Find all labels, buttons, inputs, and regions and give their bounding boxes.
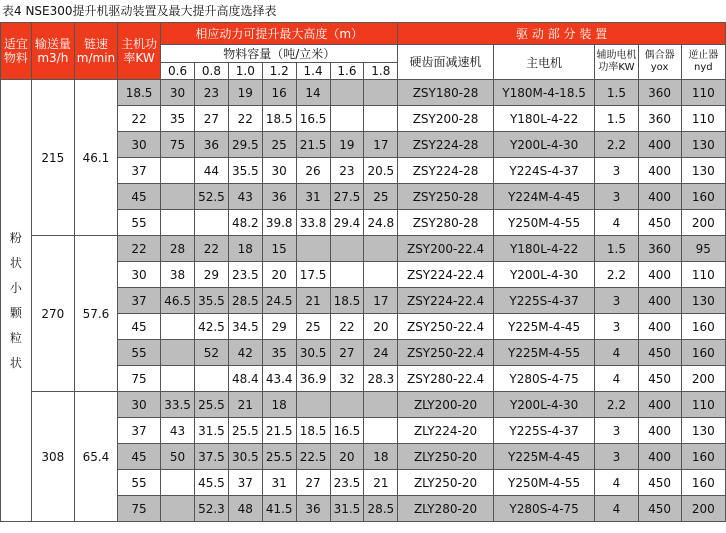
reducer-cell: ZLY224-20 — [398, 418, 493, 444]
backstop-cell: 130 — [681, 132, 725, 158]
height-cell: 18.5 — [296, 418, 330, 444]
height-cell: 28.5 — [228, 288, 262, 314]
height-cell — [364, 106, 398, 132]
height-cell: 17 — [364, 288, 398, 314]
header-backstop: 逆止器nyd — [681, 45, 725, 80]
backstop-cell: 130 — [681, 418, 725, 444]
height-cell: 28 — [161, 236, 195, 262]
height-cell: 31 — [296, 184, 330, 210]
height-cell: 48.4 — [228, 366, 262, 392]
header-density: 0.8 — [195, 63, 229, 80]
material-char: 状 — [9, 355, 22, 370]
power-cell: 37 — [118, 288, 161, 314]
height-cell: 28.5 — [364, 496, 398, 522]
height-cell: 21.5 — [296, 132, 330, 158]
height-cell — [161, 496, 195, 522]
aux-motor-cell: 3 — [595, 184, 638, 210]
reducer-cell: ZSY250-22.4 — [398, 340, 493, 366]
reducer-cell: ZSY224-28 — [398, 158, 493, 184]
motor-cell: Y280S-4-75 — [493, 366, 595, 392]
power-cell: 22 — [118, 106, 161, 132]
height-cell: 22 — [195, 236, 229, 262]
power-cell: 45 — [118, 444, 161, 470]
material-char: 颗 — [9, 305, 22, 320]
coupling-cell: 450 — [638, 210, 681, 236]
height-cell: 25.5 — [195, 392, 229, 418]
height-cell: 41.5 — [262, 496, 296, 522]
header-density: 1.8 — [364, 63, 398, 80]
height-cell — [330, 392, 364, 418]
aux-motor-cell: 3 — [595, 288, 638, 314]
height-cell: 38 — [161, 262, 195, 288]
motor-cell: Y225M-4-45 — [493, 314, 595, 340]
backstop-cell: 110 — [681, 262, 725, 288]
height-cell: 29 — [195, 262, 229, 288]
height-cell: 23 — [330, 158, 364, 184]
reducer-cell: ZLY200-20 — [398, 392, 493, 418]
height-cell: 22.5 — [296, 444, 330, 470]
speed-cell: 65.4 — [74, 392, 117, 522]
coupling-cell: 400 — [638, 392, 681, 418]
motor-cell: Y180L-4-22 — [493, 236, 595, 262]
height-cell: 21 — [228, 392, 262, 418]
header-density: 1.2 — [262, 63, 296, 80]
aux-motor-cell: 3 — [595, 444, 638, 470]
height-cell: 48 — [228, 496, 262, 522]
aux-motor-cell: 4 — [595, 496, 638, 522]
height-cell: 29.5 — [228, 132, 262, 158]
power-cell: 22 — [118, 236, 161, 262]
height-cell: 23 — [195, 80, 229, 106]
aux-motor-cell: 2.2 — [595, 262, 638, 288]
capacity-cell: 270 — [31, 236, 74, 392]
height-cell — [296, 236, 330, 262]
height-cell — [364, 80, 398, 106]
header-aux-motor: 辅助电机功率KW — [595, 45, 638, 80]
coupling-cell: 360 — [638, 236, 681, 262]
height-cell: 35 — [262, 340, 296, 366]
height-cell: 44 — [195, 158, 229, 184]
coupling-cell: 400 — [638, 288, 681, 314]
reducer-cell: ZSY200-28 — [398, 106, 493, 132]
height-cell: 48.2 — [228, 210, 262, 236]
height-cell: 23.5 — [330, 470, 364, 496]
table-row — [1, 80, 726, 106]
height-cell: 20 — [262, 262, 296, 288]
height-cell: 35 — [161, 106, 195, 132]
height-cell: 23.5 — [228, 262, 262, 288]
backstop-cell: 95 — [681, 236, 725, 262]
height-cell — [364, 262, 398, 288]
table-caption: 表4 NSE300提升机驱动装置及最大提升高度选择表 — [2, 4, 277, 18]
height-cell: 29.4 — [330, 210, 364, 236]
height-cell: 25 — [364, 184, 398, 210]
selection-table — [0, 22, 726, 522]
motor-cell: Y225S-4-37 — [493, 418, 595, 444]
height-cell: 31 — [262, 470, 296, 496]
height-cell: 18.5 — [330, 288, 364, 314]
power-cell: 18.5 — [118, 80, 161, 106]
motor-cell: Y250M-4-55 — [493, 470, 595, 496]
speed-cell: 57.6 — [74, 236, 117, 392]
header-motor: 主电机 — [493, 45, 595, 80]
motor-cell: Y225M-4-45 — [493, 444, 595, 470]
height-cell: 30 — [262, 158, 296, 184]
reducer-cell: ZSY250-28 — [398, 184, 493, 210]
height-cell: 42.5 — [195, 314, 229, 340]
power-cell: 45 — [118, 314, 161, 340]
coupling-cell: 400 — [638, 132, 681, 158]
coupling-cell: 400 — [638, 262, 681, 288]
power-cell: 30 — [118, 262, 161, 288]
height-cell — [161, 210, 195, 236]
backstop-cell: 200 — [681, 210, 725, 236]
power-cell: 37 — [118, 158, 161, 184]
height-cell: 36.9 — [296, 366, 330, 392]
motor-cell: Y200L-4-30 — [493, 392, 595, 418]
height-cell: 43 — [228, 184, 262, 210]
aux-motor-cell: 3 — [595, 314, 638, 340]
coupling-cell: 450 — [638, 340, 681, 366]
height-cell: 31.5 — [195, 418, 229, 444]
height-cell — [364, 392, 398, 418]
height-cell: 36 — [262, 184, 296, 210]
height-cell: 39.8 — [262, 210, 296, 236]
table-body — [1, 80, 726, 522]
height-cell: 24 — [364, 340, 398, 366]
motor-cell: Y180L-4-22 — [493, 106, 595, 132]
backstop-cell: 160 — [681, 444, 725, 470]
header-speed: 链速m/min — [74, 23, 117, 80]
height-cell — [161, 158, 195, 184]
reducer-cell: ZLY250-20 — [398, 444, 493, 470]
height-cell: 22 — [228, 106, 262, 132]
height-cell: 25 — [262, 132, 296, 158]
aux-motor-cell: 4 — [595, 210, 638, 236]
motor-cell: Y224S-4-37 — [493, 158, 595, 184]
height-cell: 43 — [161, 418, 195, 444]
header-density: 0.6 — [161, 63, 195, 80]
motor-cell: Y180M-4-18.5 — [493, 80, 595, 106]
aux-motor-cell: 2.2 — [595, 392, 638, 418]
material-char: 粒 — [9, 330, 22, 345]
height-cell: 34.5 — [228, 314, 262, 340]
height-cell: 19 — [228, 80, 262, 106]
height-cell: 46.5 — [161, 288, 195, 314]
height-cell: 22 — [330, 314, 364, 340]
aux-motor-cell: 4 — [595, 366, 638, 392]
height-cell: 31.5 — [330, 496, 364, 522]
capacity-cell: 215 — [31, 80, 74, 236]
height-cell: 35.5 — [228, 158, 262, 184]
coupling-cell: 360 — [638, 80, 681, 106]
height-cell: 26 — [296, 158, 330, 184]
height-cell — [330, 236, 364, 262]
motor-cell: Y225S-4-37 — [493, 288, 595, 314]
height-cell: 18 — [228, 236, 262, 262]
motor-cell: Y224M-4-45 — [493, 184, 595, 210]
capacity-cell: 308 — [31, 392, 74, 522]
backstop-cell: 110 — [681, 106, 725, 132]
height-cell: 16.5 — [296, 106, 330, 132]
backstop-cell: 160 — [681, 184, 725, 210]
height-cell: 17 — [364, 132, 398, 158]
power-cell: 45 — [118, 184, 161, 210]
height-cell: 19 — [330, 132, 364, 158]
header-capacity: 输送量m3/h — [31, 23, 74, 80]
motor-cell: Y200L-4-30 — [493, 262, 595, 288]
aux-motor-cell: 1.5 — [595, 106, 638, 132]
height-cell: 37 — [228, 470, 262, 496]
height-cell: 27 — [296, 470, 330, 496]
table-row — [1, 236, 726, 262]
height-cell: 20 — [330, 444, 364, 470]
height-cell: 52.3 — [195, 496, 229, 522]
height-cell: 15 — [262, 236, 296, 262]
reducer-cell: ZLY280-20 — [398, 496, 493, 522]
height-cell: 50 — [161, 444, 195, 470]
reducer-cell: ZLY250-20 — [398, 470, 493, 496]
header-group-height: 相应动力可提升最大高度（m） — [161, 23, 398, 45]
power-cell: 75 — [118, 366, 161, 392]
coupling-cell: 360 — [638, 106, 681, 132]
height-cell: 25 — [296, 314, 330, 340]
backstop-cell: 110 — [681, 392, 725, 418]
coupling-cell: 400 — [638, 314, 681, 340]
power-cell: 55 — [118, 470, 161, 496]
height-cell: 25.5 — [262, 444, 296, 470]
coupling-cell: 400 — [638, 184, 681, 210]
material-cell — [1, 80, 32, 522]
reducer-cell: ZSY280-28 — [398, 210, 493, 236]
aux-motor-cell: 4 — [595, 470, 638, 496]
height-cell: 30 — [161, 80, 195, 106]
height-cell — [161, 340, 195, 366]
motor-cell: Y280S-4-75 — [493, 496, 595, 522]
coupling-cell: 450 — [638, 496, 681, 522]
height-cell — [330, 106, 364, 132]
reducer-cell: ZSY280-22.4 — [398, 366, 493, 392]
motor-cell: Y225M-4-55 — [493, 340, 595, 366]
height-cell: 43.4 — [262, 366, 296, 392]
height-cell: 21 — [296, 288, 330, 314]
header-power: 主机功率KW — [118, 23, 161, 80]
height-cell — [161, 366, 195, 392]
coupling-cell: 400 — [638, 418, 681, 444]
coupling-cell: 400 — [638, 158, 681, 184]
selection-table-wrap — [0, 22, 726, 522]
height-cell: 21 — [364, 470, 398, 496]
power-cell: 30 — [118, 132, 161, 158]
reducer-cell: ZSY180-28 — [398, 80, 493, 106]
coupling-cell: 450 — [638, 470, 681, 496]
height-cell: 75 — [161, 132, 195, 158]
aux-motor-cell: 1.5 — [595, 80, 638, 106]
aux-motor-cell: 4 — [595, 340, 638, 366]
height-cell: 18.5 — [262, 106, 296, 132]
height-cell: 33.5 — [161, 392, 195, 418]
header-density: 1.6 — [330, 63, 364, 80]
height-cell: 14 — [296, 80, 330, 106]
height-cell — [364, 236, 398, 262]
backstop-cell: 200 — [681, 366, 725, 392]
backstop-cell: 200 — [681, 496, 725, 522]
height-cell — [161, 184, 195, 210]
height-cell: 52.5 — [195, 184, 229, 210]
height-cell: 36 — [195, 132, 229, 158]
speed-cell: 46.1 — [74, 80, 117, 236]
height-cell: 29 — [262, 314, 296, 340]
height-cell — [195, 366, 229, 392]
height-cell: 16.5 — [330, 418, 364, 444]
height-cell: 36 — [296, 496, 330, 522]
height-cell: 37.5 — [195, 444, 229, 470]
height-cell: 18 — [364, 444, 398, 470]
height-cell: 30.5 — [228, 444, 262, 470]
height-cell: 35.5 — [195, 288, 229, 314]
height-cell: 45.5 — [195, 470, 229, 496]
height-cell — [330, 80, 364, 106]
height-cell: 20 — [364, 314, 398, 340]
height-cell: 27 — [195, 106, 229, 132]
power-cell: 37 — [118, 418, 161, 444]
power-cell: 30 — [118, 392, 161, 418]
motor-cell: Y200L-4-30 — [493, 132, 595, 158]
aux-motor-cell: 1.5 — [595, 236, 638, 262]
height-cell: 32 — [330, 366, 364, 392]
height-cell: 52 — [195, 340, 229, 366]
reducer-cell: ZSY224-28 — [398, 132, 493, 158]
height-cell — [364, 418, 398, 444]
aux-motor-cell: 3 — [595, 418, 638, 444]
coupling-cell: 400 — [638, 444, 681, 470]
reducer-cell: ZSY250-22.4 — [398, 314, 493, 340]
power-cell: 75 — [118, 496, 161, 522]
height-cell: 42 — [228, 340, 262, 366]
aux-motor-cell: 2.2 — [595, 132, 638, 158]
backstop-cell: 130 — [681, 288, 725, 314]
material-char: 粉 — [9, 230, 22, 245]
header-group-drive: 驱 动 部 分 装 置 — [398, 23, 726, 45]
height-cell: 20.5 — [364, 158, 398, 184]
header-coupling: 偶合器yox — [638, 45, 681, 80]
header-reducer: 硬齿面减速机 — [398, 45, 493, 80]
height-cell: 21.5 — [262, 418, 296, 444]
height-cell: 18 — [262, 392, 296, 418]
height-cell: 30.5 — [296, 340, 330, 366]
height-cell — [161, 470, 195, 496]
backstop-cell: 160 — [681, 470, 725, 496]
height-cell — [161, 314, 195, 340]
header-material: 适宜物料 — [1, 23, 32, 80]
motor-cell: Y250M-4-55 — [493, 210, 595, 236]
height-cell: 27 — [330, 340, 364, 366]
height-cell: 28.3 — [364, 366, 398, 392]
height-cell: 33.8 — [296, 210, 330, 236]
height-cell: 16 — [262, 80, 296, 106]
aux-motor-cell: 3 — [595, 158, 638, 184]
height-cell: 24.5 — [262, 288, 296, 314]
header-density: 1.4 — [296, 63, 330, 80]
height-cell: 17.5 — [296, 262, 330, 288]
height-cell: 24.8 — [364, 210, 398, 236]
coupling-cell: 450 — [638, 366, 681, 392]
reducer-cell: ZSY200-22.4 — [398, 236, 493, 262]
power-cell: 55 — [118, 210, 161, 236]
header-fill-label: 物料容量（吨/立米） — [161, 45, 398, 63]
height-cell — [195, 210, 229, 236]
height-cell — [296, 392, 330, 418]
reducer-cell: ZSY224-22.4 — [398, 262, 493, 288]
reducer-cell: ZSY224-22.4 — [398, 288, 493, 314]
backstop-cell: 130 — [681, 158, 725, 184]
header-density: 1.0 — [228, 63, 262, 80]
header-row-1 — [1, 23, 726, 45]
backstop-cell: 160 — [681, 340, 725, 366]
backstop-cell: 160 — [681, 314, 725, 340]
height-cell — [330, 262, 364, 288]
table-row — [1, 392, 726, 418]
height-cell: 27.5 — [330, 184, 364, 210]
backstop-cell: 110 — [681, 80, 725, 106]
height-cell: 25.5 — [228, 418, 262, 444]
material-char: 状 — [9, 255, 22, 270]
power-cell: 55 — [118, 340, 161, 366]
material-char: 小 — [9, 280, 22, 295]
